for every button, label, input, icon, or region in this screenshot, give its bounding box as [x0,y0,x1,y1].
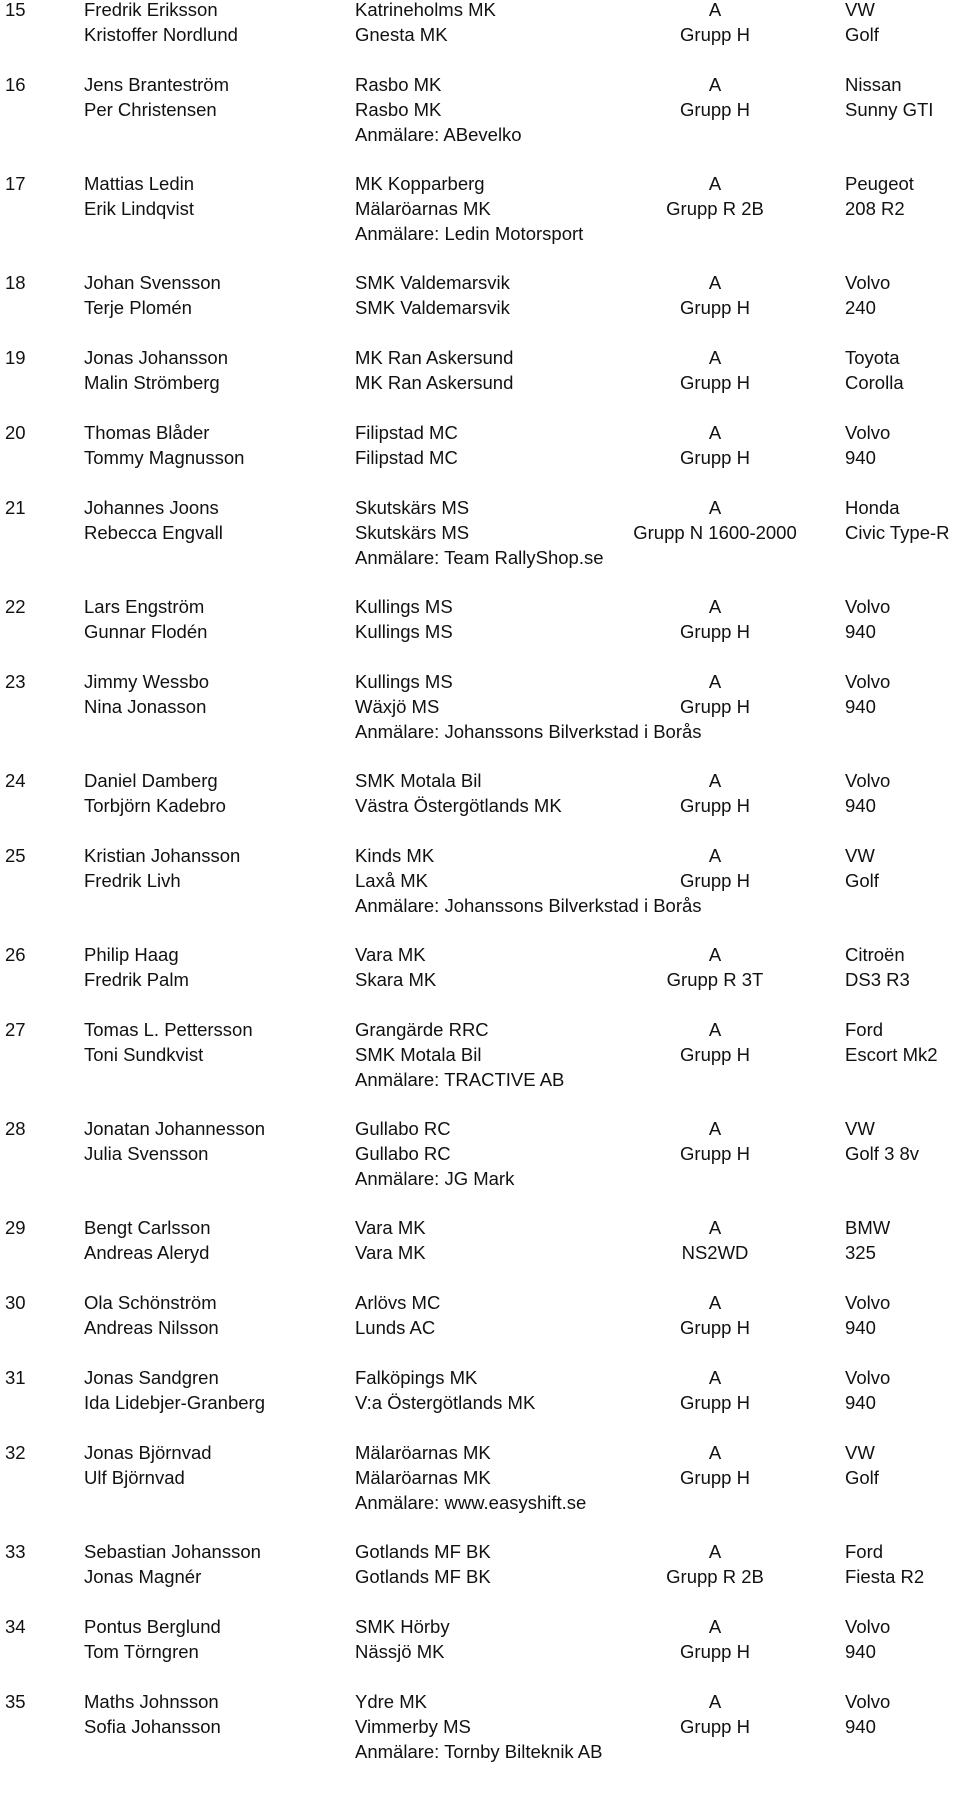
driver-club: Filipstad MC [355,422,458,443]
co-driver-name: Fredrik Livh [84,870,181,891]
entry-block [0,420,960,470]
co-driver-club: Vimmerby MS [355,1716,471,1737]
start-number: 27 [5,1019,26,1040]
driver-row [0,1290,960,1315]
car-model: 325 [845,1242,876,1263]
driver-club: SMK Hörby [355,1616,450,1637]
car-make: Volvo [845,1292,891,1313]
driver-name: Mattias Ledin [84,173,195,194]
entrant-row [0,893,960,918]
class-bottom: Grupp N 1600-2000 [633,522,797,543]
car-model: Golf [845,870,879,891]
car-model: 940 [845,696,876,717]
driver-name: Philip Haag [84,944,179,965]
car-model: 240 [845,297,876,318]
car-make: Volvo [845,272,891,293]
class-bottom: Grupp H [680,24,750,45]
co-driver-row [0,1240,960,1265]
co-driver-club: Wäxjö MS [355,696,440,717]
class-top: A [708,0,722,20]
entry-block [0,1017,960,1092]
class-top: A [708,1019,722,1040]
co-driver-club: Mälaröarnas MK [355,1467,491,1488]
entrant-row [0,221,960,246]
co-driver-name: Rebecca Engvall [84,522,223,543]
driver-name: Sebastian Johansson [84,1541,261,1562]
driver-row [0,1689,960,1714]
entrant-row [0,1166,960,1191]
car-model: 940 [845,1392,876,1413]
car-model: 940 [845,1641,876,1662]
start-number: 18 [5,272,26,293]
driver-name: Tomas L. Pettersson [84,1019,253,1040]
car-make: VW [845,1442,875,1463]
driver-name: Ola Schönström [84,1292,217,1313]
driver-club: SMK Motala Bil [355,770,482,791]
driver-name: Kristian Johansson [84,845,241,866]
start-number: 29 [5,1217,26,1238]
entry-block [0,1290,960,1340]
co-driver-club: Västra Östergötlands MK [355,795,562,816]
driver-name: Jonatan Johannesson [84,1118,266,1139]
driver-club: MK Ran Askersund [355,347,514,368]
driver-name: Jens Branteström [84,74,229,95]
car-make: Volvo [845,1691,891,1712]
co-driver-row [0,793,960,818]
class-top: A [708,272,722,293]
co-driver-name: Per Christensen [84,99,217,120]
driver-name: Jimmy Wessbo [84,671,210,692]
entry-block [0,1539,960,1589]
co-driver-row [0,22,960,47]
start-number: 15 [5,0,26,20]
co-driver-club: Mälaröarnas MK [355,198,491,219]
driver-club: Kullings MS [355,596,453,617]
start-number: 25 [5,845,26,866]
class-top: A [708,74,722,95]
co-driver-row [0,1639,960,1664]
co-driver-club: Gullabo RC [355,1143,451,1164]
start-number: 33 [5,1541,26,1562]
class-bottom: Grupp R 2B [666,198,764,219]
co-driver-row [0,694,960,719]
driver-row [0,669,960,694]
co-driver-row [0,295,960,320]
car-model: Golf [845,24,879,45]
co-driver-club: SMK Motala Bil [355,1044,482,1065]
entrant-row [0,719,960,744]
class-top: A [708,1691,722,1712]
car-model: 940 [845,1716,876,1737]
co-driver-name: Sofia Johansson [84,1716,221,1737]
co-driver-row [0,1141,960,1166]
entry-block [0,1116,960,1191]
entry-block [0,1215,960,1265]
entrant-row [0,1067,960,1092]
class-bottom: Grupp H [680,870,750,891]
car-make: Volvo [845,671,891,692]
class-bottom: Grupp H [680,1044,750,1065]
class-top: A [708,596,722,617]
co-driver-row [0,1315,960,1340]
co-driver-name: Tommy Magnusson [84,447,245,468]
driver-row [0,0,960,22]
co-driver-row [0,97,960,122]
car-make: Ford [845,1019,884,1040]
co-driver-row [0,868,960,893]
co-driver-row [0,1714,960,1739]
start-number: 16 [5,74,26,95]
entrant-label: Anmälare: TRACTIVE AB [355,1069,565,1090]
entry-block [0,1440,960,1515]
co-driver-club: Nässjö MK [355,1641,445,1662]
car-model: 940 [845,1317,876,1338]
driver-club: Gotlands MF BK [355,1541,491,1562]
driver-name: Jonas Johansson [84,347,228,368]
car-model: Escort Mk2 [845,1044,938,1065]
entrant-label: Anmälare: Tornby Bilteknik AB [355,1741,603,1762]
driver-row [0,1539,960,1564]
class-bottom: Grupp H [680,297,750,318]
driver-club: Grangärde RRC [355,1019,489,1040]
class-top: A [708,845,722,866]
driver-name: Johan Svensson [84,272,221,293]
entrant-label: Anmälare: ABevelko [355,124,522,145]
start-number: 26 [5,944,26,965]
co-driver-row [0,1390,960,1415]
co-driver-club: Filipstad MC [355,447,458,468]
co-driver-row [0,1564,960,1589]
driver-club: Arlövs MC [355,1292,441,1313]
driver-row [0,594,960,619]
class-bottom: Grupp H [680,1716,750,1737]
co-driver-club: Lunds AC [355,1317,436,1338]
class-top: A [708,944,722,965]
driver-row [0,1116,960,1141]
co-driver-name: Andreas Nilsson [84,1317,219,1338]
car-make: Ford [845,1541,884,1562]
co-driver-club: MK Ran Askersund [355,372,514,393]
co-driver-row [0,196,960,221]
driver-name: Thomas Blåder [84,422,210,443]
entry-block [0,768,960,818]
entry-block [0,495,960,570]
driver-club: Kinds MK [355,845,435,866]
driver-row [0,1440,960,1465]
car-model: Fiesta R2 [845,1566,925,1587]
driver-row [0,1614,960,1639]
class-top: A [708,1616,722,1637]
entry-block [0,1365,960,1415]
class-bottom: Grupp H [680,1467,750,1488]
co-driver-row [0,1042,960,1067]
entry-block [0,72,960,147]
driver-club: SMK Valdemarsvik [355,272,510,293]
start-number: 21 [5,497,26,518]
car-make: Toyota [845,347,900,368]
co-driver-name: Ulf Björnvad [84,1467,185,1488]
driver-row [0,1017,960,1042]
co-driver-name: Fredrik Palm [84,969,189,990]
co-driver-club: Gnesta MK [355,24,448,45]
start-number: 23 [5,671,26,692]
entry-block [0,171,960,246]
co-driver-name: Gunnar Flodén [84,621,208,642]
co-driver-row [0,445,960,470]
driver-name: Bengt Carlsson [84,1217,211,1238]
entrant-row [0,1490,960,1515]
start-number: 30 [5,1292,26,1313]
driver-row [0,420,960,445]
entry-block [0,1614,960,1664]
class-top: A [708,1541,722,1562]
start-number: 22 [5,596,26,617]
class-top: A [708,1118,722,1139]
driver-club: Katrineholms MK [355,0,496,20]
car-make: BMW [845,1217,891,1238]
car-model: DS3 R3 [845,969,910,990]
entrant-label: Anmälare: Johanssons Bilverkstad i Borås [355,721,702,742]
class-top: A [708,770,722,791]
co-driver-club: Rasbo MK [355,99,442,120]
entrant-label: Anmälare: Johanssons Bilverkstad i Borås [355,895,702,916]
co-driver-name: Toni Sundkvist [84,1044,204,1065]
class-top: A [708,1292,722,1313]
car-model: 940 [845,795,876,816]
driver-row [0,345,960,370]
car-make: Volvo [845,1616,891,1637]
driver-row [0,942,960,967]
start-number: 17 [5,173,26,194]
class-top: A [708,1367,722,1388]
driver-club: Falköpings MK [355,1367,478,1388]
class-bottom: Grupp H [680,621,750,642]
co-driver-name: Torbjörn Kadebro [84,795,226,816]
car-make: Volvo [845,422,891,443]
car-make: Citroën [845,944,905,965]
driver-name: Johannes Joons [84,497,219,518]
driver-club: Rasbo MK [355,74,442,95]
co-driver-row [0,520,960,545]
entry-block [0,345,960,395]
car-make: VW [845,1118,875,1139]
driver-club: Kullings MS [355,671,453,692]
start-number: 20 [5,422,26,443]
driver-club: Ydre MK [355,1691,427,1712]
class-top: A [708,1442,722,1463]
driver-row [0,171,960,196]
class-bottom: Grupp H [680,1641,750,1662]
co-driver-name: Erik Lindqvist [84,198,195,219]
class-bottom: Grupp H [680,372,750,393]
car-model: 208 R2 [845,198,905,219]
driver-row [0,1365,960,1390]
co-driver-club: Skara MK [355,969,437,990]
driver-row [0,270,960,295]
car-make: Honda [845,497,900,518]
driver-club: Mälaröarnas MK [355,1442,491,1463]
entry-block [0,0,960,47]
entrant-row [0,1739,960,1764]
co-driver-club: SMK Valdemarsvik [355,297,510,318]
class-bottom: Grupp R 3T [666,969,764,990]
driver-club: Vara MK [355,944,426,965]
co-driver-name: Tom Törngren [84,1641,199,1662]
driver-club: Gullabo RC [355,1118,451,1139]
co-driver-name: Kristoffer Nordlund [84,24,238,45]
car-model: Golf 3 8v [845,1143,920,1164]
start-number: 28 [5,1118,26,1139]
class-bottom: NS2WD [681,1242,749,1263]
entry-block [0,594,960,644]
car-model: Civic Type-R [845,522,950,543]
class-bottom: Grupp H [680,1317,750,1338]
co-driver-club: Skutskärs MS [355,522,470,543]
driver-name: Maths Johnsson [84,1691,219,1712]
car-model: Corolla [845,372,904,393]
co-driver-club: Laxå MK [355,870,429,891]
co-driver-club: Kullings MS [355,621,453,642]
start-number: 32 [5,1442,26,1463]
driver-row [0,495,960,520]
co-driver-row [0,1465,960,1490]
co-driver-row [0,967,960,992]
driver-name: Daniel Damberg [84,770,218,791]
car-make: Volvo [845,770,891,791]
driver-club: Vara MK [355,1217,426,1238]
class-top: A [708,671,722,692]
co-driver-name: Julia Svensson [84,1143,209,1164]
co-driver-name: Terje Plomén [84,297,192,318]
driver-row [0,843,960,868]
start-number: 24 [5,770,26,791]
start-number: 35 [5,1691,26,1712]
class-bottom: Grupp R 2B [666,1566,764,1587]
car-make: Peugeot [845,173,914,194]
class-top: A [708,1217,722,1238]
driver-row [0,768,960,793]
class-bottom: Grupp H [680,696,750,717]
driver-name: Pontus Berglund [84,1616,221,1637]
driver-club: Skutskärs MS [355,497,470,518]
entrant-label: Anmälare: www.easyshift.se [355,1492,587,1513]
car-model: Golf [845,1467,879,1488]
driver-name: Jonas Björnvad [84,1442,212,1463]
co-driver-name: Andreas Aleryd [84,1242,210,1263]
driver-row [0,1215,960,1240]
class-top: A [708,173,722,194]
driver-name: Lars Engström [84,596,205,617]
car-make: VW [845,0,875,20]
start-number: 34 [5,1616,26,1637]
co-driver-club: Vara MK [355,1242,426,1263]
co-driver-club: Gotlands MF BK [355,1566,491,1587]
co-driver-club: V:a Östergötlands MK [355,1392,536,1413]
entry-block [0,942,960,992]
co-driver-name: Nina Jonasson [84,696,207,717]
class-top: A [708,422,722,443]
entry-block [0,843,960,918]
class-bottom: Grupp H [680,1392,750,1413]
car-make: VW [845,845,875,866]
car-make: Volvo [845,596,891,617]
start-number: 31 [5,1367,26,1388]
co-driver-name: Jonas Magnér [84,1566,202,1587]
driver-name: Jonas Sandgren [84,1367,219,1388]
class-bottom: Grupp H [680,1143,750,1164]
class-top: A [708,497,722,518]
driver-row [0,72,960,97]
car-model: 940 [845,621,876,642]
driver-name: Fredrik Eriksson [84,0,218,20]
driver-club: MK Kopparberg [355,173,485,194]
entrant-row [0,122,960,147]
start-number: 19 [5,347,26,368]
car-model: Sunny GTI [845,99,934,120]
car-make: Volvo [845,1367,891,1388]
co-driver-name: Malin Strömberg [84,372,220,393]
class-bottom: Grupp H [680,795,750,816]
car-make: Nissan [845,74,902,95]
entry-block [0,270,960,320]
entrant-row [0,545,960,570]
car-model: 940 [845,447,876,468]
entry-block [0,1689,960,1764]
class-bottom: Grupp H [680,447,750,468]
entry-block [0,669,960,744]
co-driver-row [0,370,960,395]
co-driver-name: Ida Lidebjer-Granberg [84,1392,265,1413]
co-driver-row [0,619,960,644]
entrant-label: Anmälare: JG Mark [355,1168,515,1189]
entrant-label: Anmälare: Ledin Motorsport [355,223,584,244]
class-bottom: Grupp H [680,99,750,120]
entrant-label: Anmälare: Team RallyShop.se [355,547,604,568]
class-top: A [708,347,722,368]
